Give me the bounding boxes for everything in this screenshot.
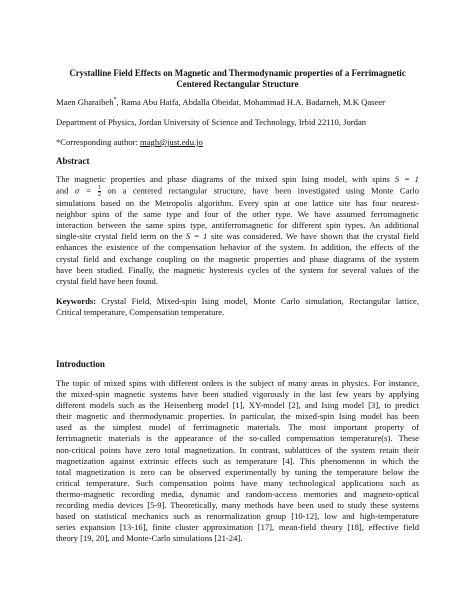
intro-line: based on statistical mechanics such as renormalization group [10-12], low and high-temperature bbox=[56, 511, 419, 522]
intro-line: used as the simplest model of ferrimagnetic materials. The most important property of bbox=[56, 422, 419, 433]
intro-line: series expansion [13-16], finite cluster approximation [17], mean-field theory [18], effective field bbox=[56, 522, 419, 533]
keywords-label: Keywords: bbox=[56, 296, 97, 306]
keywords-line: Critical temperature, Compensation temperature. bbox=[56, 307, 225, 318]
fraction-one-half: $\frac{1}{2}$ bbox=[97, 185, 101, 199]
intro-line: the mixed-spin magnetic systems have been studied vigorously in the last few years by applying bbox=[56, 389, 419, 400]
abstract-line: single-site crystal field term on the S = 1 site was considered. We have shown that the crystal field bbox=[56, 231, 419, 242]
title-line-1: Crystalline Field Effects on Magnetic and Thermodynamic properties of a Ferrimagnetic bbox=[69, 68, 406, 78]
other-authors: , Rama Abu Haifa, Abdalla Obeidat, Mohammad H.A. Badarneh, M.K Qaseer bbox=[116, 97, 385, 107]
introduction-body bbox=[56, 378, 419, 544]
abstract-heading: Abstract bbox=[56, 156, 90, 166]
abstract-line: crystal field and exchange coupling on the magnetic properties and phase diagrams of the system bbox=[56, 253, 419, 264]
author-list bbox=[56, 97, 419, 108]
intro-line: magnetization against extrinsic effects such as temperature [4]. This phenomenon in which the bbox=[56, 455, 419, 466]
affiliation: Department of Physics, Jordan University of Science and Technology, Irbid 22110, Jordan bbox=[56, 117, 367, 127]
abstract-line: enhances the existence of the compensation behavior of the system. In addition, the effects of the bbox=[56, 242, 419, 253]
intro-line: different models such as the Heisenberg model [1], XY-model [2], and Ising model [3], to predict bbox=[56, 400, 419, 411]
intro-line: total magnetization is zero can be observed experimentally by tuning the temperature below the bbox=[56, 466, 419, 477]
intro-line: ferrimagnetic materials is the appearance of the so-called compensation temperature(s). These bbox=[56, 433, 419, 444]
abstract-line: interaction between the same spins type, antiferromagnetic for different spin types. An additional bbox=[56, 220, 419, 231]
paper-title bbox=[56, 68, 419, 90]
abstract-line: crystal field have been found. bbox=[56, 275, 158, 286]
first-author: Maen Gharaibeh bbox=[56, 97, 114, 107]
title-line-2: Centered Rectangular Structure bbox=[176, 79, 299, 89]
introduction-heading: Introduction bbox=[56, 359, 105, 369]
intro-line: critical temperature. Such compensation points have many technological applications such as bbox=[56, 477, 419, 488]
corresponding-mark: * bbox=[113, 97, 117, 104]
math-spin-s: S = 1 bbox=[394, 174, 419, 184]
keywords-line: Keywords: Crystal Field, Mixed-spin Ising model, Monte Carlo simulation, Rectangular lattice, bbox=[56, 296, 419, 306]
intro-line: non-critical points have zero total magnetization. In contrast, sublattices of the system retain their bbox=[56, 444, 419, 455]
abstract-line: and σ = $\frac{1}{2}$ on a centered rectangular structure, have been investigated using Monte Carlo bbox=[56, 185, 419, 199]
abstract-line: neighbor spins of the same type and four of the other type. We have assumed ferromagnetic bbox=[56, 209, 419, 220]
math-spin-s: S = 1 bbox=[185, 231, 208, 242]
intro-line: thermo-magnetic recording media, dynamic and random-access memories and magneto-optical bbox=[56, 488, 419, 499]
intro-line: theory [19, 20], and Monte-Carlo simulations [21-24]. bbox=[56, 533, 243, 544]
corresponding-label: *Corresponding author: bbox=[56, 137, 141, 147]
intro-line: The topic of mixed spins with different orders is the subject of many areas in physics. For instance, bbox=[56, 378, 419, 388]
abstract-line: have been studied. Finally, the magnetic hysteresis cycles of the system for several values of the bbox=[56, 264, 419, 275]
intro-line: their magnetic and thermodynamic properties. In particular, the mixed-spin Ising model has been bbox=[56, 411, 419, 422]
abstract-line: simulations based on the Metropolis algorithm. Every spin at one lattice site has four nearest- bbox=[56, 198, 419, 209]
corresponding-email-link[interactable]: magh@just.edu.jo bbox=[140, 137, 203, 147]
intro-line: recording media devices [5-9]. Theoretically, many methods have been used to study these systems bbox=[56, 500, 419, 511]
keywords bbox=[56, 296, 419, 318]
math-sigma: σ = bbox=[74, 185, 98, 196]
abstract-body bbox=[56, 174, 419, 287]
abstract-line: The magnetic properties and phase diagrams of the mixed spin Ising model, with spins S = 1 bbox=[56, 174, 419, 184]
corresponding-author bbox=[56, 137, 419, 148]
